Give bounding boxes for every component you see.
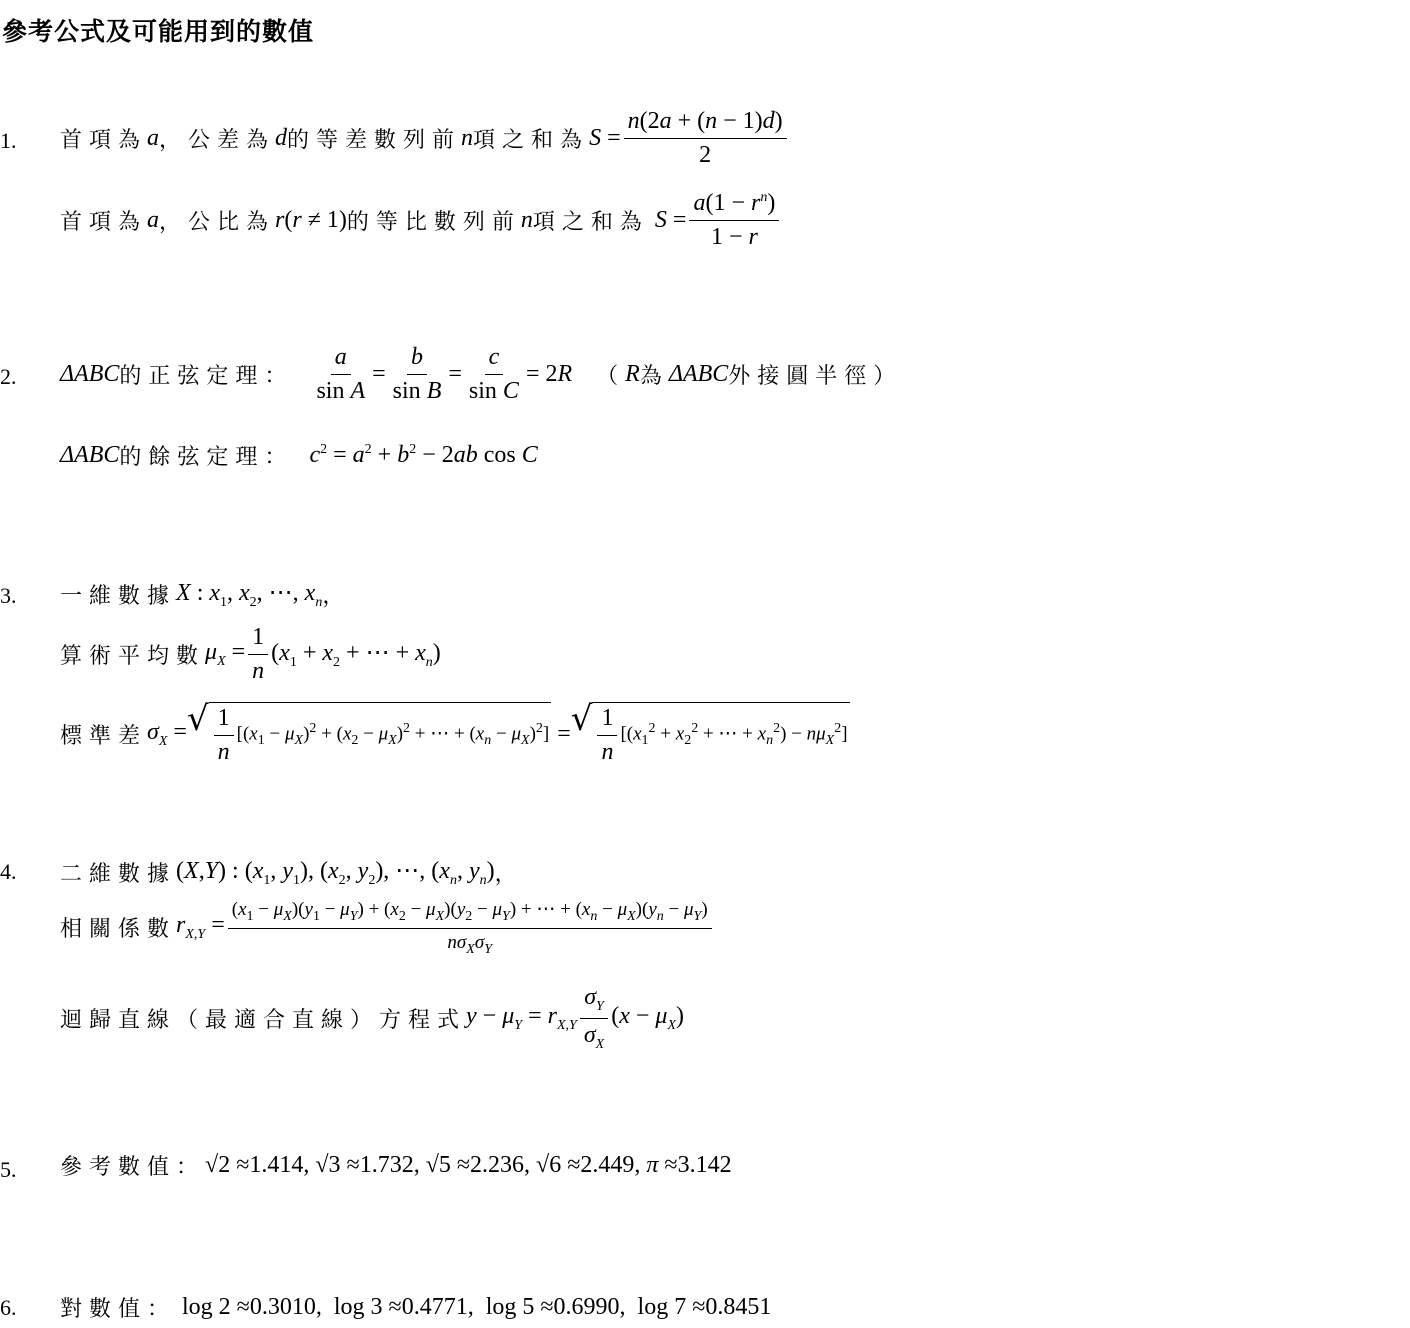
pi-value: 3.142 [677,1152,732,1178]
two-dim-data: 二維數據 (X,Y) : ($x_1$, $y_1$), ($x_2$, $y_2$), ⋯, ($x_n$, $y_n$) ， [60,858,524,888]
page-title: 參考公式及可能用到的數值 [2,17,315,46]
log2-value: 0.3010 [249,1294,316,1320]
correlation-coefficient: 相關係數 $r_{X,Y}$ = $(x_1 - \mu_X)(y_1 - \mu_Y) + (x_2 - \mu_X)(y_2 - \mu_Y)$ + ⋯ + $(x_n - \mu_X)(y_n - \mu_Y)$ $n\sigma_X\sigma_Y$ [60,898,715,958]
standard-deviation: 標準差 $\sigma_X$ = √ $\frac{1}{n}$ [$(x_1 - \mu_X)^2 + (x_2 - \mu_X)^2$ + ⋯ + $(x_n - \mu_X)^2$] = √ $\frac{1}{n}$ [($x_1^2 + x_2^2$ + ⋯ + $x_n^2) - n\mu_X^2$] [60,699,848,765]
geometric-series-formula: 首項為 a ，公比為 r(r ≠ 1) 的等比數列前 n 項之和為 S = $\frac{a(1 - r^n)}{1 - r}$ [60,190,782,251]
reference-values: 參考數值： √2 ≈ 1.414 , √3 ≈ 1.732 , √5 ≈ 2.236 , √6 ≈ 2.449 , π ≈ 3.142 [60,1152,732,1180]
geometric-sum-fraction: $\frac{a(1 - r^n)}{1 - r}$ [689,190,779,251]
one-dim-data: 一維數據 X : $x_1$, $x_2$, ⋯, $x_n$ ， [60,580,352,610]
arithmetic-mean: 算術平均數 $\mu_X$ = $\frac{1}{n}$ ($x_1 + x_2$ + ⋯ + $x_n$) [60,624,441,684]
law-of-sines: ΔABC 的正弦定理： $\frac{a}{\text{sin A}}$ = $\frac{b}{\text{sin B}}$ = $\frac{c}{\text{sin C}}$ = 2R （ R 為 ΔABC 外接圓半徑） [60,344,903,404]
regression-line: 迴歸直線（最適合直線）方程式 $y - \mu_Y = r_{X,Y}$ $\frac{\sigma_Y}{\sigma_X}$ $(x - \mu_X)$ [60,984,685,1052]
item-number: 5. [0,1157,17,1182]
arithmetic-series-formula: 首項為 a ，公差為 d 的等差數列前 n 項之和為 S = $\frac{n(2a + (n - 1)d)}{2}$ [60,108,790,169]
sqrt3-value: 1.732 [359,1152,414,1178]
log5-value: 0.6990 [553,1294,620,1320]
item-number: 6. [0,1295,17,1320]
sqrt2-value: 1.414 [249,1152,304,1178]
arithmetic-sum-fraction: $\frac{n(2a + (n - 1)d)}{2}$ [624,108,787,169]
sqrt6-value: 2.449 [580,1152,635,1178]
item-number: 2. [0,364,17,389]
log3-value: 0.4771 [401,1294,468,1320]
law-of-cosines: ΔABC 的餘弦定理： $c^2 = a^2 + b^2 - 2ab$ cos C [60,442,538,470]
log7-value: 0.8451 [705,1294,772,1320]
item-number: 1. [0,128,17,153]
sqrt5-value: 2.236 [470,1152,525,1178]
item-number: 3. [0,583,17,608]
log-values: 對數值： log 2 ≈ 0.3010 , log 3 ≈ 0.4771 , log 5 ≈ 0.6990 , log 7 ≈ 0.8451 [60,1294,772,1322]
item-number: 4. [0,859,17,884]
